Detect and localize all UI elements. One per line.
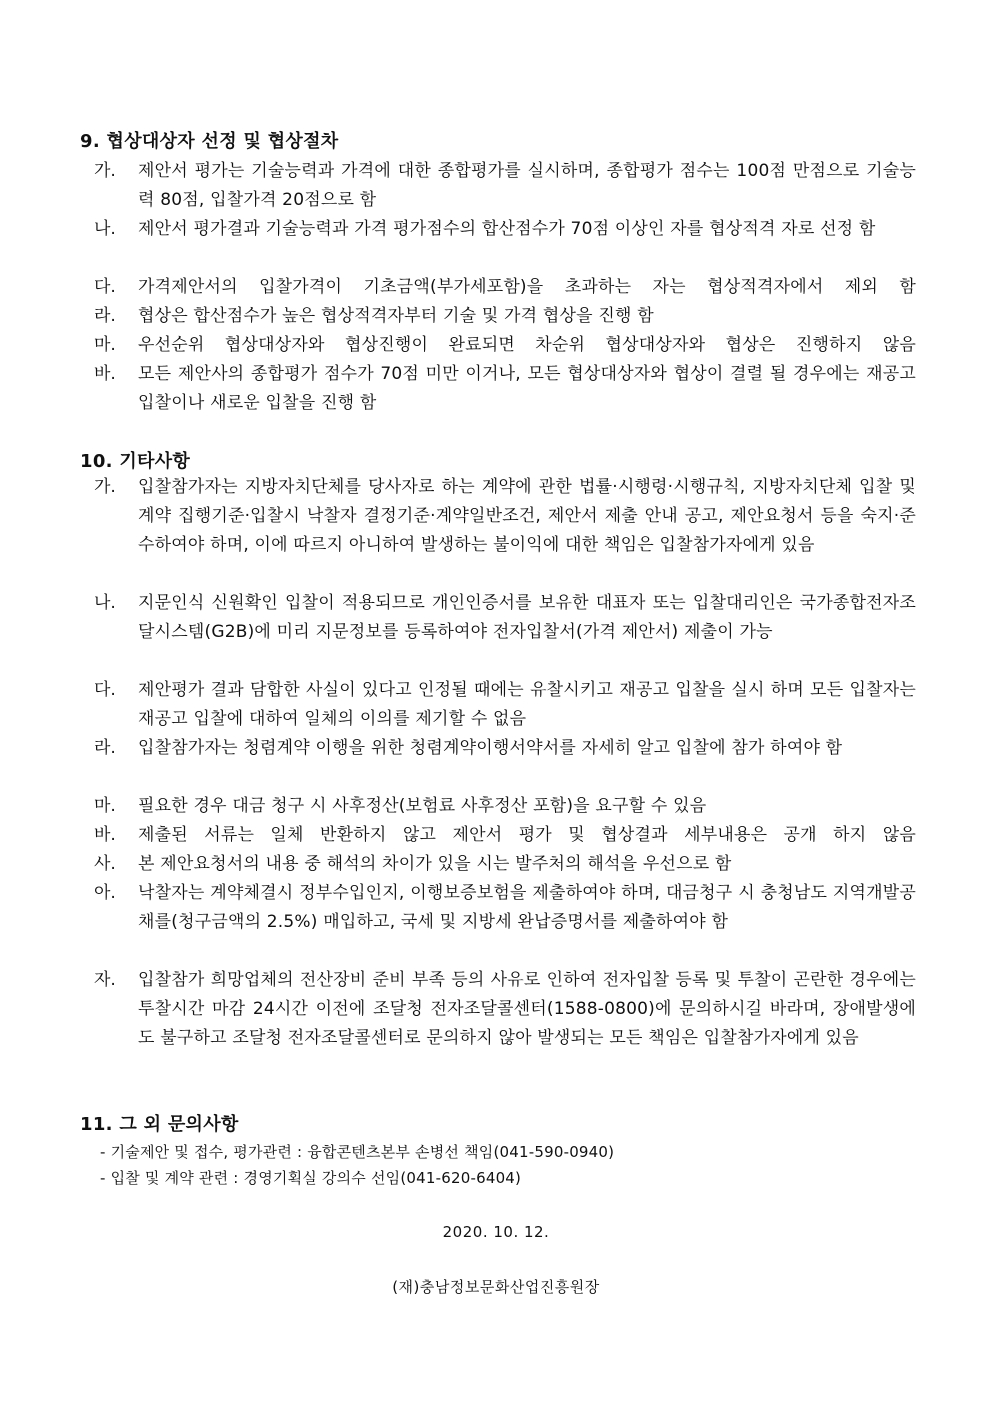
item-marker: 가. [94, 477, 116, 497]
item-marker: 마. [94, 335, 116, 355]
item-text: 제안서 평가결과 기술능력과 가격 평가점수의 합산점수가 70점 이상인 자를 협상적격 자로 선정 함 [138, 219, 876, 239]
item-text: 입찰참가자는 청렴계약 이행을 위한 청렴계약이행서약서를 자세히 알고 입찰에 참가 하여야 함 [138, 738, 843, 758]
item-text: 제출된 서류는 일체 반환하지 않고 제안서 평가 및 협상결과 세부내용은 공개 하지 않음 [138, 825, 916, 845]
item-text: 필요한 경우 대금 청구 시 사후정산(보험료 사후정산 포함)을 요구할 수 있음 [138, 796, 707, 816]
item-text: 제안서 평가는 기술능력과 가격에 대한 종합평가를 실시하며, 종합평가 점수는 100점 만점으로 기술능력 80점, 입찰가격 20점으로 함 [138, 161, 916, 210]
item-marker: 나. [94, 219, 116, 239]
item-marker: 바. [94, 825, 116, 845]
section-9-item-ra [94, 302, 916, 331]
section-9-item-ba [94, 360, 916, 418]
item-text: 입찰참가자는 지방자치단체를 당사자로 하는 계약에 관한 법률·시행령·시행규칙, 지방자치단체 입찰 및 계약 집행기준·입찰시 낙찰자 결정기준·계약일반조건, 제안서 제출 안내 공고, 제안요청서 등을 숙지·준수하여야 하며, 이에 따르지 아니하여 발생하는 불이익에 대한 책임은 입찰참가자에게 있음 [138, 477, 916, 555]
item-marker: 가. [94, 161, 116, 181]
item-marker: 라. [94, 738, 116, 758]
section-10-item-a [94, 879, 916, 937]
item-text: 우선순위 협상대상자와 협상진행이 완료되면 차순위 협상대상자와 협상은 진행하지 않음 [138, 335, 916, 355]
section-10-item-sa [94, 850, 916, 879]
section-10-item-da [94, 676, 916, 734]
item-marker: 나. [94, 593, 116, 613]
document-date: 2020. 10. 12. [442, 1223, 550, 1241]
item-text: 본 제안요청서의 내용 중 해석의 차이가 있을 시는 발주처의 해석을 우선으로 함 [138, 854, 732, 874]
section-9-item-da [94, 273, 916, 302]
section-10-item-ja [94, 966, 916, 1053]
section-9-item-na [94, 215, 916, 244]
section-10-item-ra [94, 734, 916, 763]
item-marker: 자. [94, 970, 116, 990]
section-10-item-ba [94, 821, 916, 850]
item-marker: 다. [94, 680, 116, 700]
item-text: 입찰참가 희망업체의 전산장비 준비 부족 등의 사유로 인하여 전자입찰 등록 및 투찰이 곤란한 경우에는 투찰시간 마감 24시간 이전에 조달청 전자조달콜센터(1588-0800)에 문의하시길 바라며, 장애발생에도 불구하고 조달청 전자조달콜센터로 문의하지 않아 발생되는 모든 책임은 입찰참가자에게 있음 [138, 970, 916, 1048]
section-9-title: 9. 협상대상자 선정 및 협상절차 [80, 131, 339, 152]
contact-technical: - 기술제안 및 접수, 평가관련 : 융합콘텐츠본부 손병선 책임(041-590-0940) [100, 1143, 615, 1161]
section-9-item-ga [94, 157, 916, 215]
section-10-item-na [94, 589, 916, 647]
item-marker: 마. [94, 796, 116, 816]
section-10-item-ga [94, 473, 916, 560]
section-10-title: 10. 기타사항 [80, 451, 191, 472]
section-10-item-ma [94, 792, 916, 821]
section-9-item-ma [94, 331, 916, 360]
contact-bidding: - 입찰 및 계약 관련 : 경영기획실 강의수 선임(041-620-6404) [100, 1169, 522, 1187]
item-text: 모든 제안사의 종합평가 점수가 70점 미만 이거나, 모든 협상대상자와 협상이 결렬 될 경우에는 재공고입찰이나 새로운 입찰을 진행 함 [138, 364, 916, 413]
item-marker: 바. [94, 364, 116, 384]
item-text: 제안평가 결과 담합한 사실이 있다고 인정될 때에는 유찰시키고 재공고 입찰을 실시 하며 모든 입찰자는 재공고 입찰에 대하여 일체의 이의를 제기할 수 없음 [138, 680, 916, 729]
item-text: 협상은 합산점수가 높은 협상적격자부터 기술 및 가격 협상을 진행 함 [138, 306, 654, 326]
item-marker: 아. [94, 883, 116, 903]
item-marker: 라. [94, 306, 116, 326]
item-marker: 다. [94, 277, 116, 297]
issuer-name: (재)충남정보문화산업진흥원장 [392, 1278, 600, 1296]
item-text: 낙찰자는 계약체결시 정부수입인지, 이행보증보험을 제출하여야 하며, 대금청구 시 충청남도 지역개발공채를(청구금액의 2.5%) 매입하고, 국세 및 지방세 완납증명서를 제출하여야 함 [138, 883, 916, 932]
item-text: 가격제안서의 입찰가격이 기초금액(부가세포함)을 초과하는 자는 협상적격자에서 제외 함 [138, 277, 916, 297]
section-11-title: 11. 그 외 문의사항 [80, 1114, 239, 1135]
item-marker: 사. [94, 854, 116, 874]
item-text: 지문인식 신원확인 입찰이 적용되므로 개인인증서를 보유한 대표자 또는 입찰대리인은 국가종합전자조달시스템(G2B)에 미리 지문정보를 등록하여야 전자입찰서(가격 제안서) 제출이 가능 [138, 593, 916, 642]
